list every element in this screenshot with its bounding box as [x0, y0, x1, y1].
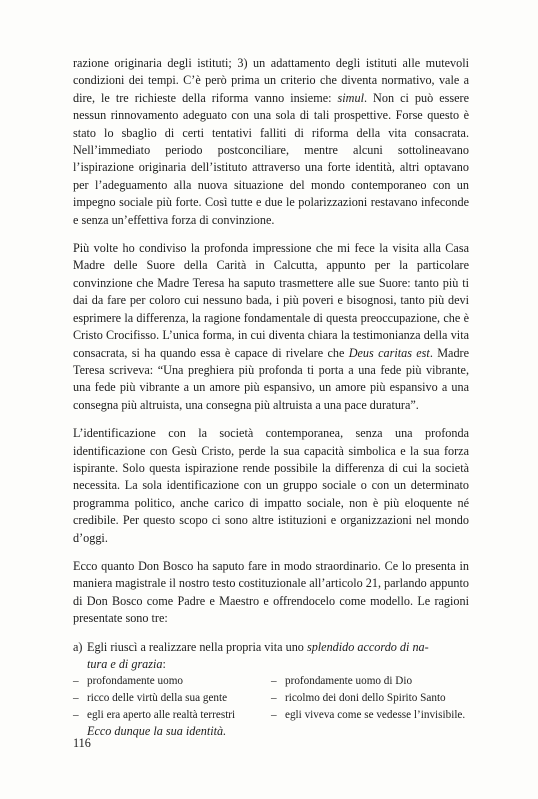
dash-marker: – — [271, 675, 277, 688]
list-item-a-continuation — [73, 656, 469, 673]
conclusion-text: Ecco dunque la sua identità. — [87, 724, 227, 739]
list-lead-italic-2: tura e di grazia — [87, 657, 163, 671]
list-lead-text: Egli riuscì a realizzare nella propria vita uno — [87, 639, 307, 654]
dash-marker: – — [73, 675, 79, 688]
paragraph-1 — [73, 55, 469, 229]
text-run: Più volte ho condiviso la profonda impressione che mi fece la visita alla Casa Madre delle Suore della Carità in Calcutta, appunto per la particolare convinzione che Madre Teresa ha saputo trasmettere alle sue Suore: tanto più ti dai da fare per coloro cui nessuno bada, i più poveri e bisognosi, tanto più devi esprimere la differenza, la ragione fondamentale di questa preoccupazione, che è Cristo Crocifisso. L’unica forma, in cui diventa chiara la testimonianza della vita consacrata, si ha quando essa è capace di rivelare che — [73, 241, 469, 360]
italic-text-run: simul — [337, 90, 364, 105]
row-left-text: ricco delle virtù della sua gente — [87, 692, 228, 704]
paragraph-4 — [73, 558, 469, 628]
paragraph-3 — [73, 425, 469, 547]
comparison-rows — [73, 673, 469, 723]
dash-marker: – — [73, 692, 79, 704]
dash-marker: – — [73, 708, 79, 721]
italic-text-run: Deus caritas est — [348, 345, 430, 360]
text-run: L’identificazione con la società contemporanea, senza una profonda identificazione con Gesù Cristo, perde la sua capacità simbolica e la sua forza ispirante. Solo questa ispirazione rende possibile la differenza di cui la società necessita. La sola identificazione con un gruppo sociale o con un determinato programma politico, anche carico di impatto sociale, non è più eloquente né credibile. Per questo scopo ci sono altre istituzioni e organizzazioni nel mondo d’oggi. — [73, 426, 469, 545]
row-right-text: egli viveva come se vedesse l’invisibile. — [285, 708, 466, 721]
comparison-row — [73, 707, 469, 724]
row-right-text: ricolmo dei doni dello Spirito Santo — [285, 692, 446, 704]
list-item-a — [73, 639, 469, 656]
page-body — [73, 55, 469, 741]
list-lead-colon: : — [162, 657, 166, 671]
comparison-row — [73, 673, 469, 690]
text-run: razione originaria degli istituti; 3) un adattamento degli istituti alle mutevoli condizioni dei tempi. C’è però prima un criterio che diventa normativo, vale a dire, le tre richieste della riforma vanno insieme: — [73, 56, 469, 105]
row-left-text: profondamente uomo — [87, 675, 184, 688]
dash-marker: – — [271, 692, 277, 704]
text-run: . Non ci può essere nessun rinnovamento adeguato con una sola di tali prospettive. Forse questo è stato lo sbaglio di certi tentativi falliti di riforma della vita consacrata. Nell’immediato periodo postconciliare, mentre alcuni sottolineavano l’ispirazione originaria dell’istituto attraverso una forte identità, altri optavano per l’adeguamento alla nuova situazione del mondo contemporaneo con un impegno sociale più forte. Così tutte e due le polarizzazioni restavano infeconde e senza un’effettiva forza di convinzione. — [73, 90, 470, 227]
reasons-list — [73, 639, 469, 741]
list-item-a-text — [87, 639, 469, 656]
list-conclusion — [73, 723, 469, 740]
list-letter: a) — [73, 639, 83, 654]
row-right-text: profondamente uomo di Dio — [285, 675, 413, 688]
list-lead-italic-1: splendido accordo di na- — [306, 639, 429, 654]
dash-marker: – — [271, 708, 277, 721]
text-run: Ecco quanto Don Bosco ha saputo fare in modo straordinario. Ce lo presenta in maniera magistrale il nostro testo costituzionale all’articolo 21, parlando appunto di Don Bosco come Padre e Maestro e offrendocelo come modello. Le ragioni presentate sono tre: — [73, 558, 469, 626]
page-number: 116 — [73, 736, 91, 750]
text-run: . Madre Teresa scriveva: “Una preghiera più profonda ti porta a una fede più vibrante, una fede più vibrante a un amore più espansivo, un amore più espansivo a una consegna più altruista, una consegna più altruista a una pace duratura”. — [73, 345, 470, 412]
row-left-text: egli era aperto alle realtà terrestri — [87, 708, 236, 721]
paragraph-2 — [73, 240, 469, 414]
comparison-row — [73, 690, 469, 707]
